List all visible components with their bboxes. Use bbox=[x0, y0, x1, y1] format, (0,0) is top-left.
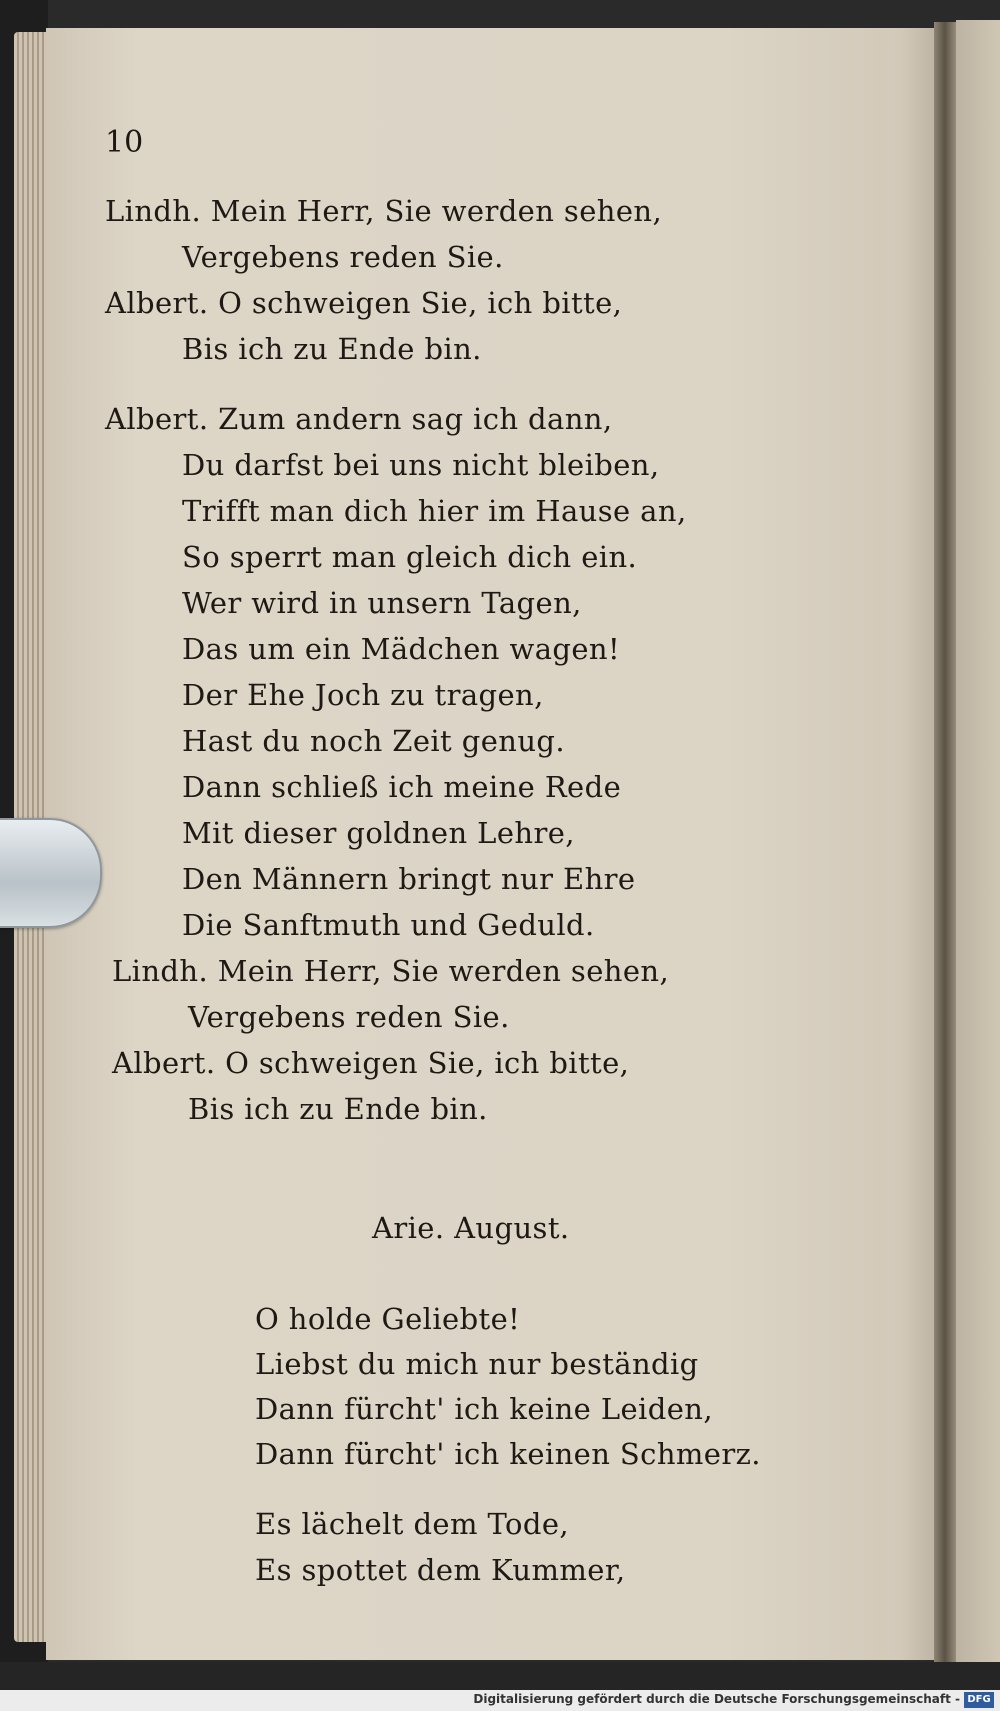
text-line: O holde Geliebte! bbox=[255, 1302, 521, 1336]
text-line: Lindh. Mein Herr, Sie werden sehen, bbox=[112, 954, 670, 988]
text-line: Lindh. Mein Herr, Sie werden sehen, bbox=[105, 194, 663, 228]
footer-credit: Digitalisierung gefördert durch die Deutsche Forschungsgemeinschaft - bbox=[473, 1692, 960, 1706]
digitization-footer bbox=[0, 1690, 1000, 1711]
aria-heading: Arie. August. bbox=[372, 1211, 570, 1245]
text-line: Mit dieser goldnen Lehre, bbox=[182, 816, 575, 850]
text-line: Bis ich zu Ende bin. bbox=[188, 1092, 488, 1126]
text-line: Albert. O schweigen Sie, ich bitte, bbox=[112, 1046, 630, 1080]
page-number: 10 bbox=[105, 125, 144, 160]
book-gutter bbox=[934, 22, 958, 1662]
text-line: Bis ich zu Ende bin. bbox=[182, 332, 482, 366]
text-line: Dann fürcht' ich keinen Schmerz. bbox=[255, 1437, 761, 1471]
text-line: Liebst du mich nur beständig bbox=[255, 1347, 699, 1381]
facing-page-edge bbox=[956, 20, 1000, 1662]
bottom-shadow bbox=[0, 1662, 1000, 1690]
text-line: Dann fürcht' ich keine Leiden, bbox=[255, 1392, 713, 1426]
text-line: Albert. O schweigen Sie, ich bitte, bbox=[105, 286, 623, 320]
text-line: Das um ein Mädchen wagen! bbox=[182, 632, 621, 666]
text-line: Es spottet dem Kummer, bbox=[255, 1553, 626, 1587]
text-line: Hast du noch Zeit genug. bbox=[182, 724, 565, 758]
text-line: Der Ehe Joch zu tragen, bbox=[182, 678, 544, 712]
dfg-logo: DFG bbox=[964, 1692, 994, 1708]
text-line: Albert. Zum andern sag ich dann, bbox=[105, 402, 613, 436]
text-line: Dann schließ ich meine Rede bbox=[182, 770, 622, 804]
text-line: Es lächelt dem Tode, bbox=[255, 1507, 570, 1541]
text-line: Den Männern bringt nur Ehre bbox=[182, 862, 636, 896]
text-line: Vergebens reden Sie. bbox=[188, 1000, 510, 1034]
text-line: So sperrt man gleich dich ein. bbox=[182, 540, 638, 574]
text-line: Wer wird in unsern Tagen, bbox=[182, 586, 582, 620]
page-clip-icon bbox=[0, 818, 102, 928]
text-line: Die Sanftmuth und Geduld. bbox=[182, 908, 595, 942]
text-line: Du darfst bei uns nicht bleiben, bbox=[182, 448, 660, 482]
text-line: Vergebens reden Sie. bbox=[182, 240, 504, 274]
text-line: Trifft man dich hier im Hause an, bbox=[182, 494, 687, 528]
